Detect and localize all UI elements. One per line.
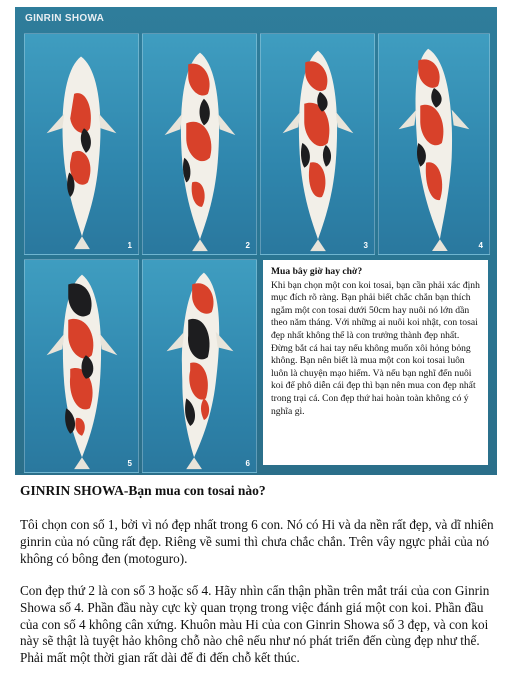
koi-fish-image	[25, 260, 138, 472]
photo-number: 3	[363, 241, 368, 250]
sidebar-note-title: Mua bây giờ hay chờ?	[271, 266, 363, 277]
article-heading: GINRIN SHOWA-Bạn mua con tosai nào?	[20, 483, 266, 498]
photo-number: 5	[127, 459, 132, 468]
photo-number: 4	[478, 241, 483, 250]
sidebar-note	[263, 260, 488, 465]
panel-title: GINRIN SHOWA	[25, 13, 105, 24]
koi-fish-image	[379, 34, 489, 254]
koi-photo-4	[378, 33, 490, 255]
koi-fish-image	[143, 260, 256, 472]
article-paragraph-2: Con đẹp thứ 2 là con số 3 hoặc số 4. Hãy nhìn cẩn thận phần trên mắt trái của con Ginrin Showa số 4. Phần đầu này cực kỳ quan trọng trong việc đánh giá một con koi. Phần đầu của con số 4 không cân xứng. Khuôn màu Hi của con Ginrin Showa số 3 đẹp, và con koi này sẽ thật là tuyệt hảo không chỗ nào chê nếu như nó phát triển đến cùng đẹp như thế. Phải mất một thời gian rất dài để đi đến chỗ kết thúc.	[20, 583, 490, 666]
koi-photo-1	[24, 33, 139, 255]
photo-number: 1	[127, 241, 132, 250]
koi-fish-image	[261, 34, 374, 254]
koi-fish-image	[25, 34, 138, 254]
article-paragraph-1: Tôi chọn con số 1, bởi vì nó đẹp nhất trong 6 con. Nó có Hi và da nền rất đẹp, và dĩ nhiên ginrin của nó cũng rất đẹp. Riêng về sumi thì chưa chắc chắn. Trên vây ngực phải của nó không có bông đen (motoguro).	[20, 517, 494, 566]
sidebar-note-body: Khi bạn chọn một con koi tosai, bạn cần phải xác định mục đích rõ ràng. Bạn phải biết chắc chắn bạn thích ngắm một con tosai dưới 50cm hay nuôi nó lớn dần theo năm tháng. Với những ai nuôi koi nhật, con tosai đẹp nhất không thể là con trưởng thành đẹp nhất. Đừng bắt cá hai tay nếu không muốn xôi hỏng bỏng không. Bạn nên biết là mua một con koi tosai luôn luôn là chuyện mạo hiểm. Và nếu bạn nghĩ đến nuôi koi để phô diễn cái đẹp thì bạn nên mua con đẹp nhất trong trại cá. Con đẹp thứ hai hoàn toàn không có ý nghĩa gì.	[271, 279, 480, 417]
koi-photo-5	[24, 259, 139, 473]
koi-photo-2	[142, 33, 257, 255]
koi-photo-3	[260, 33, 375, 255]
photo-number: 2	[245, 241, 250, 250]
koi-fish-image	[143, 34, 256, 254]
photo-number: 6	[245, 459, 250, 468]
koi-photo-6	[142, 259, 257, 473]
